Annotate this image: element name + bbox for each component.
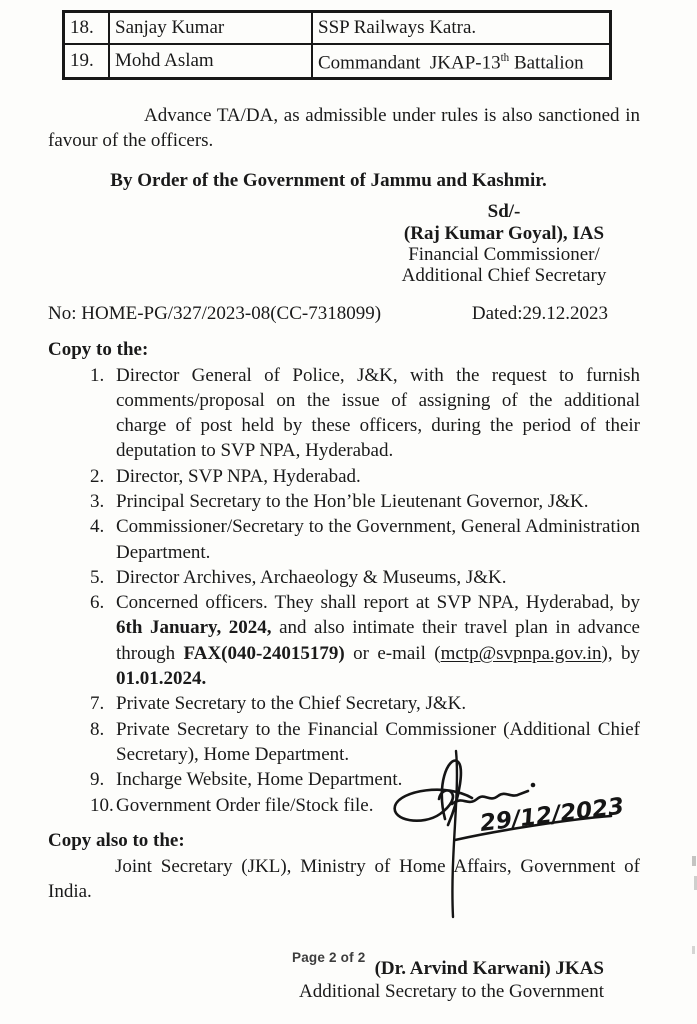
table-row [64,44,611,79]
signatory-title-1: Financial Commissioner/ [408,243,600,265]
scan-artifact [692,946,695,954]
list-item [90,489,640,514]
text-segment: ), by [601,642,641,664]
scan-artifact [692,856,696,866]
list-item-text [116,767,640,792]
dated-label: Dated:29.12.2023 [471,302,608,324]
signature-date-scrawl: 29/12/2023 [478,793,626,837]
copy-to-heading: Copy to the: [48,338,149,360]
text-segment: Director Archives, Archaeology & Museums, J&K. [116,566,507,588]
cell-serial: 18. [64,12,110,45]
signatory-block [399,201,609,286]
cell-serial: 19. [64,44,110,79]
text-segment: Battalion [509,52,584,74]
copy-also-heading: Copy also to the: [48,829,185,851]
list-item-text [116,717,640,768]
list-item-number: 5. [90,566,105,588]
table-row [64,12,611,45]
advance-tada-paragraph: Advance TA/DA, as admissible under rules is also sanctioned in favour of the officers. [48,105,640,152]
officer-table-body [64,12,611,79]
list-item-text [116,489,640,514]
text-segment: SSP Railways Katra. [318,17,477,38]
text-segment: Commissioner/Secretary to the Government, General Administration Department. [116,516,640,563]
text-segment: Director General of Police, J&K, with the request to furnish comments/proposal on the issue of assigning of the additional charge of post held by these officers, during the period of their deputation to SVP NPA, Hyderabad. [116,364,640,462]
officer-table [62,10,612,80]
text-segment: Commandant JKAP-13 [318,52,501,74]
list-item-text [116,514,640,565]
text-segment: th [500,52,510,64]
text-segment: and also intimate their travel plan in advance through [116,617,640,664]
text-segment: FAX(040-24015179) [183,642,345,664]
copy-also-paragraph: Joint Secretary (JKL), Ministry of Home Affairs, Government of India. [48,855,640,902]
list-item-number: 10. [90,794,114,816]
list-item [90,464,640,489]
cell-name: Mohd Aslam [109,44,312,79]
list-item-number: 4. [90,516,105,538]
text-segment: 6th January, 2024, [116,617,272,639]
list-item [90,514,640,565]
list-item [90,691,640,716]
page-number-footer: Page 2 of 2 [292,950,366,965]
list-item-number: 6. [90,592,105,614]
list-item-number: 8. [90,718,105,740]
copy-to-list [90,363,640,818]
list-item-number: 2. [90,465,105,487]
text-segment: mctp@svpnpa.gov.in [440,642,602,664]
signer-title: Additional Secretary to the Government [299,981,604,1003]
text-segment: or e-mail ( [344,642,441,664]
list-item [90,793,640,818]
list-item [90,565,640,590]
list-item-number: 9. [90,769,105,791]
cell-designation [312,12,611,45]
text-segment: Concerned officers. They shall report at SVP NPA, Hyderabad, by [116,592,640,614]
text-segment: Private Secretary to the Financial Commissioner (Additional Chief Secretary), Home Department. [116,718,640,765]
list-item-text [116,691,640,716]
list-item [90,767,640,792]
text-segment: Government Order file/Stock file. [116,794,374,816]
list-item [90,363,640,464]
list-item-number: 3. [90,491,105,512]
list-item-text [116,464,640,489]
list-item-text [116,363,640,464]
cell-name: Sanjay Kumar [109,12,312,45]
text-segment: 01.01.2024. [116,668,207,690]
text-segment: Principal Secretary to the Hon’ble Lieutenant Governor, J&K. [116,491,589,512]
signatory-name: (Raj Kumar Goyal), IAS [403,222,605,244]
list-item-number: 1. [90,364,105,386]
list-item [90,717,640,768]
signer-name: (Dr. Arvind Karwani) JKAS [374,957,604,979]
list-item-text [116,590,640,691]
reference-number: No: HOME-PG/327/2023-08(CC-7318099) [48,302,382,324]
cell-designation [312,44,611,79]
list-item-text [116,565,640,590]
list-item [90,590,640,691]
list-item-text [116,793,640,818]
text-segment: Director, SVP NPA, Hyderabad. [116,465,361,487]
signatory-title-2: Additional Chief Secretary [401,265,607,287]
reference-row [48,302,608,326]
text-segment: Private Secretary to the Chief Secretary, J&K. [116,693,467,715]
by-order-line: By Order of the Government of Jammu and Kashmir. [110,170,547,192]
sd-line: Sd/- [487,201,521,223]
list-item-number: 7. [90,693,105,715]
text-segment: Incharge Website, Home Department. [116,769,403,791]
